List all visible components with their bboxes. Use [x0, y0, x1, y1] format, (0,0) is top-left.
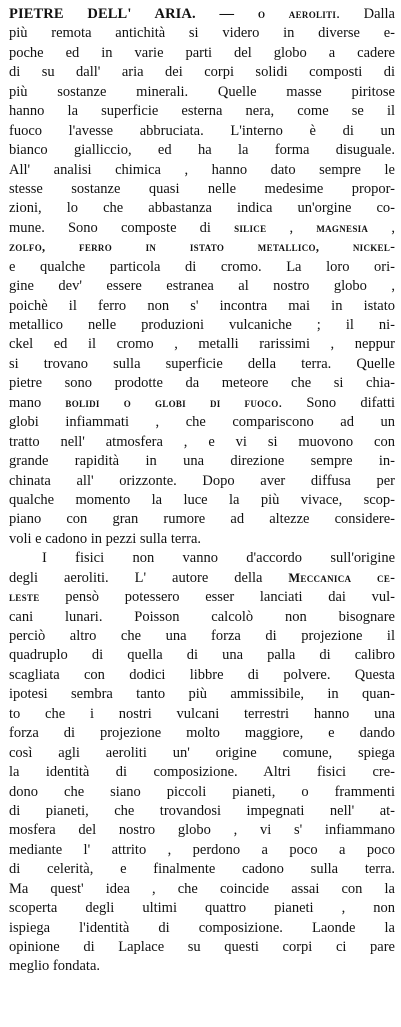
- text-line: [9, 83, 395, 102]
- text-line: [9, 24, 395, 43]
- text-line: [9, 763, 395, 782]
- text-run: qualche momento la luce la più vivace, scop-: [9, 491, 395, 508]
- text-run: si trovano sulla superficie della terra. Quelle: [9, 355, 395, 372]
- article-title: PIETRE DELL' ARIA. —: [9, 6, 258, 22]
- text-line: [9, 316, 395, 335]
- text-line: [9, 433, 395, 452]
- small-caps-term: o aeroliti: [257, 7, 337, 21]
- text-run: bianco gialliccio, ed ha la forma disuguale.: [9, 142, 395, 159]
- text-line: [9, 608, 395, 627]
- text-line: [9, 666, 395, 685]
- text-run: forza di projezione molto maggiore, e dando: [9, 725, 395, 742]
- text-line: [9, 335, 395, 354]
- text-run: mosfera del nostro globo , vi s' infiammano: [9, 822, 395, 839]
- text-line: [9, 63, 395, 82]
- text-run: tratto nell' atmosfera , e vi si muovono con: [9, 433, 395, 450]
- text-run: e qualche particola di cromo. La loro ori-: [9, 258, 395, 275]
- text-line: [9, 452, 395, 471]
- text-run: hanno la superficie esterna nera, come se il: [9, 103, 395, 120]
- text-line: [9, 783, 395, 802]
- text-line: [9, 880, 395, 899]
- text-line: [9, 705, 395, 724]
- text-line: [9, 355, 395, 374]
- text-run: chinata all' orizzonte. Dopo aver diffusa per: [9, 472, 395, 489]
- text-line: [9, 646, 395, 665]
- text-run: voli e cadono in pezzi sulla terra.: [9, 530, 202, 547]
- text-run: cani lunari. Poisson calcolò non bisognare: [9, 608, 395, 625]
- text-line: [9, 413, 395, 432]
- text-run: quadruplo di quella di una palla di calibro: [9, 647, 395, 664]
- text-run: perciò altro che una forza di projezione il: [9, 628, 395, 644]
- article-text: [9, 5, 395, 977]
- text-run: di pianeti, che trovandosi impegnati nell' at-: [9, 802, 395, 819]
- text-run: -: [390, 569, 395, 586]
- text-line: [9, 588, 395, 607]
- text-line: [9, 530, 395, 549]
- text-line: [9, 44, 395, 63]
- text-line: [9, 899, 395, 918]
- text-line: [9, 919, 395, 938]
- text-run: la identità di composizione. Altri fisici cre-: [9, 764, 395, 781]
- small-caps-term: leste: [9, 590, 40, 605]
- text-run: più remota antichità si videro in diverse e-: [9, 25, 395, 42]
- text-line: [9, 219, 395, 238]
- text-run: ispiega l'identità di composizione. Laonde la: [9, 919, 395, 936]
- text-run: poichè il ferro non s' incontra mai in istato: [9, 297, 395, 314]
- text-line: [9, 102, 395, 121]
- text-run: ,: [368, 219, 396, 236]
- text-run: scagliata con dodici libbre di polvere. Questa: [9, 666, 395, 683]
- text-run: All' analisi chimica , hanno dato sempre le: [9, 161, 395, 178]
- text-line: [9, 297, 395, 316]
- text-run: ckel ed il cromo , metalli rarissimi , neppur: [9, 336, 395, 353]
- small-caps-term: magnesia: [316, 220, 369, 235]
- text-run: piano con gran rumore ad altezze considere-: [9, 511, 395, 528]
- text-line: [9, 860, 395, 879]
- text-line: [9, 802, 395, 821]
- text-line: [9, 821, 395, 840]
- text-run: pensò potessero esser lanciati dai vul-: [39, 589, 395, 606]
- text-run: di celerità, e finalmente cadono sulla terra.: [9, 861, 395, 878]
- text-line: [9, 472, 395, 491]
- text-run: mediante l' attrito , perdono a poco a poco: [9, 841, 395, 858]
- text-run: così agli aeroliti un' origine comune, spiega: [9, 744, 395, 761]
- text-run: di su dall' aria dei corpi solidi composti di: [9, 64, 395, 81]
- text-line: [9, 938, 395, 957]
- text-run: scoperta degli ultimi quattro pianeti , non: [9, 900, 395, 917]
- text-line: [9, 549, 395, 568]
- text-line: [9, 491, 395, 510]
- text-line: [9, 724, 395, 743]
- text-run: ipotesi sembra tanto più ammissibile, in quan-: [9, 686, 395, 703]
- text-run: metallico nelle produzioni vulcaniche ; il ni-: [9, 317, 395, 333]
- text-run: Ma quest' idea , che coincide assai con la: [9, 880, 395, 897]
- text-run: globi infiammati , che compariscono ad un: [9, 414, 395, 431]
- text-line: [9, 141, 395, 160]
- text-line: [9, 394, 395, 413]
- text-run: zioni, lo che abbastanza indica un'orgine co-: [9, 200, 395, 217]
- text-run: fuoco l'avesse abbruciata. L'interno è di un: [9, 122, 395, 139]
- text-run: to che i nostri vulcani terrestri hanno una: [9, 705, 395, 722]
- text-run: pietre sono prodotte da meteore che si chia-: [9, 375, 395, 392]
- text-line: [9, 744, 395, 763]
- small-caps-term: Meccanica ce: [288, 570, 391, 585]
- text-line: [9, 258, 395, 277]
- text-run: ,: [266, 219, 317, 236]
- text-line: [9, 957, 395, 976]
- small-caps-term: bolidi o globi di fuoco: [65, 395, 279, 410]
- text-run: grande rapidità in una direzione sempre in-: [9, 453, 395, 470]
- small-caps-term: silice: [234, 220, 267, 235]
- article-page: [9, 5, 395, 977]
- text-line: [9, 841, 395, 860]
- text-line: [9, 569, 395, 588]
- text-run: mune. Sono composte di: [9, 219, 235, 236]
- text-run: meglio fondata.: [9, 958, 101, 975]
- text-line: [9, 161, 395, 180]
- text-run: degli aeroliti. L' autore della: [9, 569, 289, 586]
- text-line: [9, 374, 395, 393]
- text-run: opinione di Laplace su questi corpi ci pare: [9, 939, 395, 955]
- text-line: [9, 180, 395, 199]
- text-run: I fisici non vanno d'accordo sull'origine: [42, 550, 395, 567]
- text-run: stesse sostanze quasi nelle medesime propor-: [9, 180, 395, 197]
- text-line: [9, 510, 395, 529]
- text-run: . Sono difatti: [278, 394, 395, 411]
- small-caps-term: zolfo, ferro in istato metallico, nickel: [9, 240, 391, 255]
- text-run: mano: [9, 394, 66, 411]
- text-line: [9, 199, 395, 218]
- text-run: più sostanze minerali. Quelle masse piritose: [9, 83, 395, 100]
- text-run: gine dev' essere estranea al nostro globo ,: [9, 278, 395, 295]
- text-line: [9, 5, 395, 24]
- text-line: [9, 685, 395, 704]
- text-line: [9, 277, 395, 296]
- text-run: . Dalla: [336, 6, 395, 22]
- text-line: [9, 238, 395, 257]
- text-run: poche ed in varie parti del globo a cadere: [9, 44, 395, 61]
- text-run: -: [390, 239, 395, 256]
- text-line: [9, 627, 395, 646]
- text-line: [9, 122, 395, 141]
- text-run: dono che siano piccoli pianeti, o frammenti: [9, 783, 395, 800]
